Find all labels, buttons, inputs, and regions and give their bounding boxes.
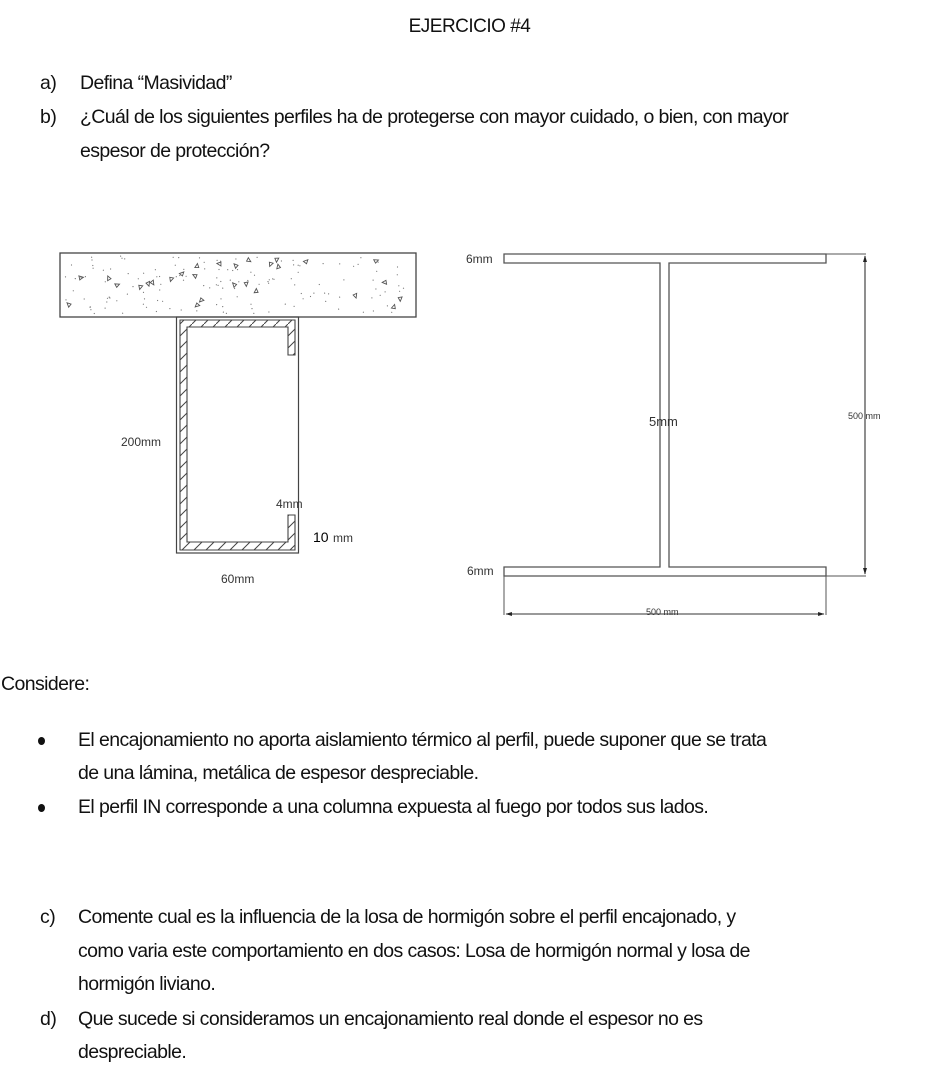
aggregate-dot <box>107 298 108 299</box>
aggregate-dot <box>169 308 170 309</box>
aggregate-dot <box>218 285 219 286</box>
aggregate-dot <box>268 311 269 312</box>
aggregate-dot <box>176 276 177 277</box>
aggregate-dot <box>325 301 326 302</box>
aggregate-dot <box>217 260 218 261</box>
aggregate-dot <box>121 258 122 259</box>
aggregate-dot <box>232 270 233 271</box>
aggregate-dot <box>65 299 66 300</box>
aggregate-dot <box>227 269 228 270</box>
aggregate-dot <box>156 276 157 277</box>
aggregate-dot <box>84 298 85 299</box>
aggregate-dot <box>339 263 340 264</box>
question-b-line-2: espesor de protección? <box>80 140 270 162</box>
aggregate-dot <box>294 306 295 307</box>
aggregate-dot <box>218 269 219 270</box>
aggregate-dot <box>293 260 294 261</box>
aggregate-dot <box>143 273 144 274</box>
aggregate-dot <box>343 279 344 280</box>
aggregate-dot <box>186 276 187 277</box>
thickness-unit-label: mm <box>333 531 353 545</box>
aggregate-dot <box>338 309 339 310</box>
considere-heading: Considere: <box>1 673 90 695</box>
aggregate-dot <box>380 295 381 296</box>
aggregate-dot <box>124 258 125 259</box>
aggregate-dot <box>324 293 325 294</box>
aggregate-dot <box>385 291 386 292</box>
aggregate-dot <box>234 288 235 289</box>
aggregate-dot <box>159 289 160 290</box>
aggregate-dot <box>144 298 145 299</box>
lip-length-label: 4mm <box>276 497 303 511</box>
aggregate-dot <box>220 298 221 299</box>
aggregate-dot <box>403 288 404 289</box>
aggregate-dot <box>204 262 205 263</box>
aggregate-dot <box>398 285 399 286</box>
aggregate-dot <box>303 298 304 299</box>
aggregate-dot <box>222 306 223 307</box>
consider-bullet-1-line-2: de una lámina, metálica de espesor despreciable. <box>78 762 479 784</box>
aggregate-dot <box>339 297 340 298</box>
aggregate-dot <box>120 256 121 257</box>
aggregate-dot <box>75 278 76 279</box>
concrete-slab <box>60 253 416 317</box>
consider-bullet-1-line-1: El encajonamiento no aporta aislamiento térmico al perfil, puede suponer que se trata <box>78 729 767 751</box>
aggregate-dot <box>273 279 274 280</box>
bullet-icon <box>38 737 45 745</box>
aggregate-dot <box>391 312 392 313</box>
box-height-label: 200mm <box>121 435 162 449</box>
aggregate-dot <box>128 273 129 274</box>
aggregate-dot <box>226 313 227 314</box>
aggregate-dot <box>178 257 179 258</box>
aggregate-dot <box>204 268 205 269</box>
aggregate-dot <box>106 301 107 302</box>
aggregate-dot <box>293 264 294 265</box>
aggregate-dot <box>254 275 255 276</box>
aggregate-dot <box>358 264 359 265</box>
aggregate-dot <box>251 308 252 309</box>
question-d-line-1: Que sucede si consideramos un encajonamiento real donde el espesor no es <box>78 1008 703 1030</box>
aggregate-dot <box>105 308 106 309</box>
aggregate-dot <box>179 275 180 276</box>
aggregate-dot <box>253 313 254 314</box>
aggregate-dot <box>250 304 251 305</box>
exercise-title: EJERCICIO #4 <box>408 16 531 37</box>
bottom-flange-thickness-label: 6mm <box>467 564 494 578</box>
aggregate-dot <box>269 279 270 280</box>
aggregate-dot <box>92 265 93 266</box>
bullet-icon <box>38 804 45 812</box>
aggregate-dot <box>310 296 311 297</box>
aggregate-dot <box>323 263 324 264</box>
question-b-line-1: ¿Cuál de los siguientes perfiles ha de protegerse con mayor cuidado, o bien, con mayor <box>80 106 789 128</box>
section-width-label: 500 mm <box>646 607 679 617</box>
question-c-line-1: Comente cual es la influencia de la losa de hormigón sobre el perfil encajonado, y <box>78 906 736 928</box>
aggregate-dot <box>94 313 95 314</box>
aggregate-dot <box>116 300 117 301</box>
aggregate-dot <box>143 304 144 305</box>
aggregate-dot <box>73 290 74 291</box>
question-a-marker: a) <box>40 72 57 94</box>
question-d-line-2: despreciable. <box>78 1041 187 1063</box>
aggregate-dot <box>216 304 217 305</box>
aggregate-dot <box>65 276 66 277</box>
aggregate-dot <box>220 281 221 282</box>
aggregate-dot <box>203 285 204 286</box>
aggregate-dot <box>373 310 374 311</box>
aggregate-dot <box>91 257 92 258</box>
aggregate-dot <box>146 307 147 308</box>
aggregate-dot <box>353 266 354 267</box>
aggregate-dot <box>122 313 123 314</box>
aggregate-dot <box>281 260 282 261</box>
aggregate-dot <box>90 309 91 310</box>
aggregate-dot <box>376 271 377 272</box>
aggregate-dot <box>250 272 251 273</box>
aggregate-dot <box>373 280 374 281</box>
i-section <box>504 254 866 615</box>
aggregate-dot <box>209 287 210 288</box>
aggregate-dot <box>268 283 269 284</box>
consider-bullet-2-line-1: El perfil IN corresponde a una columna expuesta al fuego por todos sus lados. <box>78 796 709 818</box>
question-a-text: Defina “Masividad” <box>80 72 232 94</box>
aggregate-dot <box>301 293 302 294</box>
aggregate-dot <box>387 305 388 306</box>
aggregate-dot <box>397 274 398 275</box>
section-height-label: 500 mm <box>848 411 881 421</box>
aggregate-dot <box>235 258 236 259</box>
aggregate-dot <box>155 269 156 270</box>
aggregate-dot <box>93 268 94 269</box>
question-c-marker: c) <box>40 906 56 928</box>
aggregate-dot <box>216 277 217 278</box>
aggregate-dot <box>132 286 133 287</box>
aggregate-dot <box>298 272 299 273</box>
aggregate-dot <box>230 280 231 281</box>
aggregate-dot <box>183 280 184 281</box>
aggregate-dot <box>397 266 398 267</box>
question-c-line-2: como varia este comportamiento en dos casos: Losa de hormigón normal y losa de <box>78 940 750 962</box>
aggregate-dot <box>267 281 268 282</box>
aggregate-dot <box>160 284 161 285</box>
aggregate-dot <box>360 257 361 258</box>
question-d-marker: d) <box>40 1008 57 1030</box>
aggregate-dot <box>375 288 376 289</box>
aggregate-dot <box>299 265 300 266</box>
aggregate-dot <box>110 268 111 269</box>
aggregate-dot <box>285 304 286 305</box>
box-section <box>177 317 299 553</box>
aggregate-dot <box>216 284 217 285</box>
aggregate-dot <box>71 264 72 265</box>
aggregate-dot <box>156 311 157 312</box>
aggregate-dot <box>399 291 400 292</box>
aggregate-dot <box>313 293 314 294</box>
aggregate-dot <box>183 269 184 270</box>
aggregate-dot <box>159 276 160 277</box>
aggregate-dot <box>298 265 299 266</box>
aggregate-dot <box>238 281 239 282</box>
aggregate-dot <box>127 294 128 295</box>
top-flange-thickness-label: 6mm <box>466 252 493 266</box>
aggregate-dot <box>91 259 92 260</box>
aggregate-dot <box>103 270 104 271</box>
aggregate-dot <box>143 292 144 293</box>
aggregate-dot <box>199 257 200 258</box>
question-b-marker: b) <box>40 106 57 128</box>
aggregate-dot <box>157 300 158 301</box>
aggregate-dot <box>173 257 174 258</box>
question-c-line-3: hormigón liviano. <box>78 973 216 995</box>
aggregate-dot <box>371 297 372 298</box>
c-channel-profile <box>180 320 295 550</box>
aggregate-dot <box>181 309 182 310</box>
aggregate-dot <box>85 276 86 277</box>
aggregate-dot <box>196 310 197 311</box>
aggregate-dot <box>247 280 248 281</box>
aggregate-dot <box>162 301 163 302</box>
aggregate-dot <box>257 257 258 258</box>
web-thickness-label: 5mm <box>649 414 678 429</box>
aggregate-dot <box>138 278 139 279</box>
aggregate-dot <box>89 307 90 308</box>
aggregate-dot <box>291 278 292 279</box>
box-width-label: 60mm <box>221 572 255 586</box>
aggregate-dot <box>294 284 295 285</box>
aggregate-dot <box>272 278 273 279</box>
aggregate-dot <box>222 288 223 289</box>
aggregate-dot <box>109 297 110 298</box>
aggregate-dot <box>237 296 238 297</box>
aggregate-dot <box>105 281 106 282</box>
aggregate-dot <box>223 312 224 313</box>
aggregate-dot <box>319 284 320 285</box>
aggregate-dot <box>363 312 364 313</box>
aggregate-dot <box>237 269 238 270</box>
aggregate-dot <box>328 293 329 294</box>
aggregate-dot <box>259 284 260 285</box>
aggregate-dot <box>378 262 379 263</box>
aggregate-dot <box>175 265 176 266</box>
thickness-number-label: 10 <box>313 529 329 545</box>
